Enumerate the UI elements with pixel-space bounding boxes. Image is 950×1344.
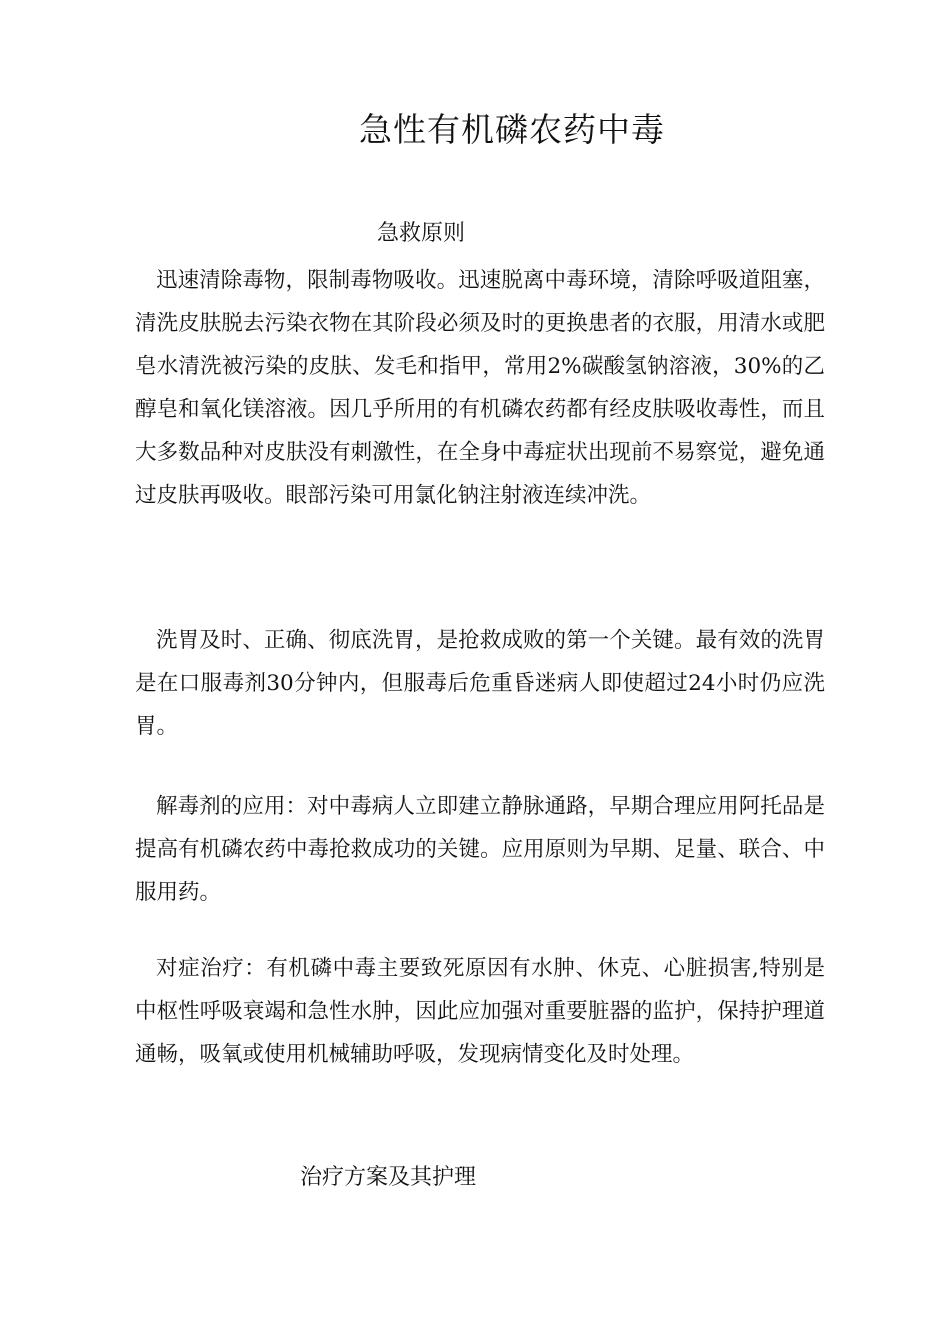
paragraph-gastric-lavage: 洗胃及时、正确、彻底洗胃，是抢救成败的第一个关键。最有效的洗胃是在口服毒剂30分钟内，但服毒后危重昏迷病人即使超过24小时仍应洗胃。 xyxy=(135,628,825,739)
document-title: 急性有机磷农药中毒 xyxy=(359,110,665,149)
paragraph-symptomatic-treatment: 对症治疗：有机磷中毒主要致死原因有水肿、休克、心脏损害,特别是中枢性呼吸衰竭和急性水肿，因此应加强对重要脏器的监护，保持护理道通畅，吸氧或使用机械辅助呼吸，发现病情变化及时处理。 xyxy=(135,956,825,1067)
section-heading-treatment-plan: 治疗方案及其护理 xyxy=(300,1165,477,1190)
paragraph-antidote: 解毒剂的应用：对中毒病人立即建立静脉通路，早期合理应用阿托品是提高有机磷农药中毒抢救成功的关键。应用原则为早期、足量、联合、中服用药。 xyxy=(135,794,825,905)
section-heading-first-aid-principles: 急救原则 xyxy=(377,221,466,246)
paragraph-remove-poison: 迅速清除毒物，限制毒物吸收。迅速脱离中毒环境，清除呼吸道阻塞，清洗皮肤脱去污染衣物在其阶段必须及时的更换患者的衣服，用清水或肥皂水清洗被污染的皮肤、发毛和指甲，常用2%碳酸氢钠溶液，30%的乙醇皂和氧化镁溶液。因几乎所用的有机磷农药都有经皮肤吸收毒性，而且大多数品种对皮肤没有刺激性，在全身中毒症状出现前不易察觉，避免通过皮肤再吸收。眼部污染可用氯化钠注射液连续冲洗。 xyxy=(135,268,825,508)
